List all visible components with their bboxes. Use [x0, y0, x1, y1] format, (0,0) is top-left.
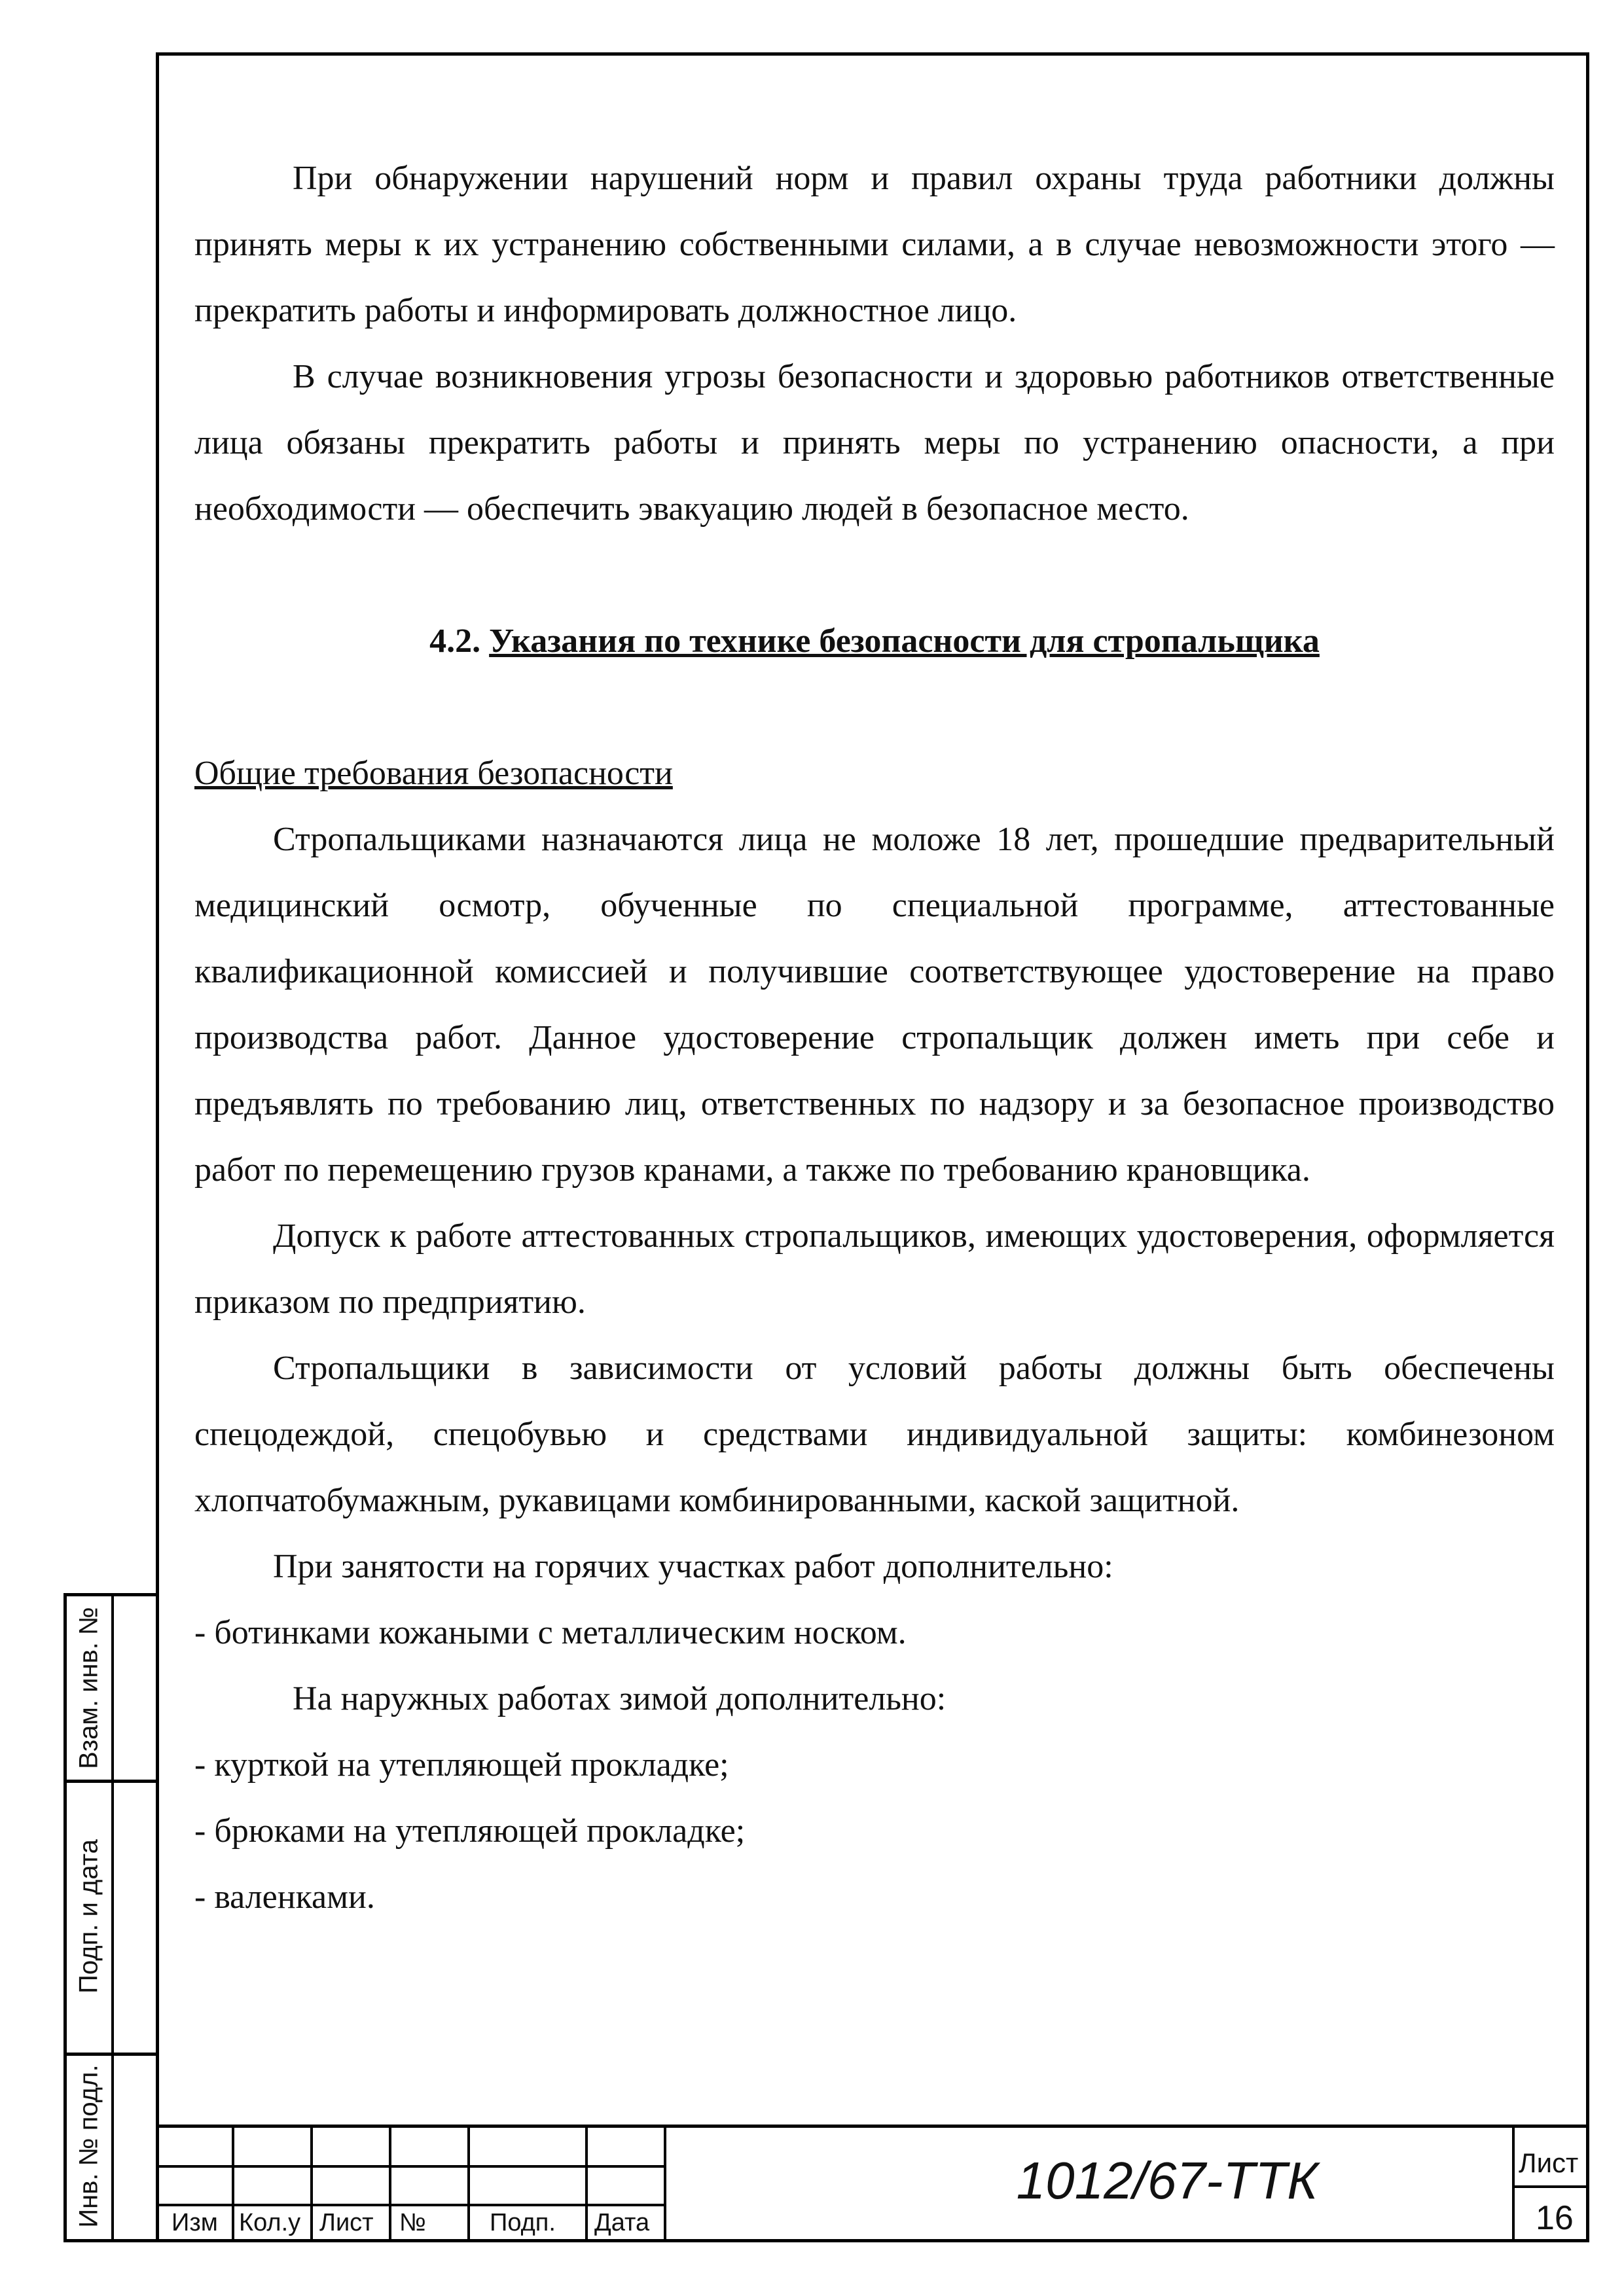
- list-item: - брюками на утепляющей прокладке;: [194, 1812, 746, 1850]
- col-num: №: [399, 2209, 426, 2236]
- sheet-label: Лист: [1519, 2147, 1579, 2178]
- col-data: Дата: [594, 2209, 650, 2236]
- grid-line: [232, 2128, 234, 2242]
- section-heading: [194, 608, 1555, 674]
- paragraph: При обнаружении нарушений норм и правил охраны труда работники должны принять меры к их устранению собственными силами, а в случае невозможности этого — прекратить работы и информировать должностное лицо.: [194, 160, 1555, 329]
- paragraph: Стропальщиками назначаются лица не моложе 18 лет, прошедшие предварительный медицинский осмотр, обученные по специальной программе, аттестованные квалификационной комиссией и получившие соответствующее удостоверение на право производства работ. Данное удостоверение стропальщик должен иметь при себе и предъявлять по требованию лиц, ответственных по надзору и за безопасное производство работ по перемещению грузов кранами, а также по требованию крановщика.: [194, 821, 1555, 1189]
- subheading: [194, 740, 1555, 806]
- list-item: - валенками.: [194, 1878, 375, 1916]
- side-stamp-label: Подп. и дата: [74, 1839, 103, 1994]
- grid-line: [389, 2128, 391, 2242]
- col-list: Лист: [319, 2209, 374, 2236]
- paragraph: В случае возникновения угрозы безопасности и здоровью работников ответственные лица обязаны прекратить работы и принять меры по устранению опасности, а при необходимости — обеспечить эвакуацию людей в безопасное место.: [194, 358, 1555, 528]
- grid-line: [310, 2128, 313, 2242]
- side-stamp-label-cell: [67, 2053, 114, 2239]
- side-stamp-label-cell: [67, 1780, 114, 2053]
- side-stamp-label-cell: [67, 1596, 114, 1780]
- subheading-text: Общие требования безопасности: [194, 755, 673, 792]
- side-stamp-label: Инв. № подл.: [74, 2064, 103, 2228]
- document-number: 1012/67-ТТК: [1016, 2151, 1318, 2210]
- section-number: 4.2.: [429, 622, 481, 660]
- paragraph: На наружных работах зимой дополнительно:: [293, 1680, 947, 1717]
- grid-line: [467, 2128, 470, 2242]
- list-item: - ботинками кожаными с металлическим носком.: [194, 1614, 907, 1651]
- paragraph: Допуск к работе аттестованных стропальщиков, имеющих удостоверения, оформляется приказом по предприятию.: [194, 1217, 1555, 1321]
- side-stamp-vzam: [63, 1593, 156, 1783]
- paragraph: Стропальщики в зависимости от условий работы должны быть обеспечены спецодеждой, спецобувью и средствами индивидуальной защиты: комбинезоном хлопчатобумажным, рукавицами комбинированными, каской защитной.: [194, 1350, 1555, 1519]
- list-item: - курткой на утепляющей прокладке;: [194, 1746, 729, 1784]
- sheet-number: 16: [1536, 2199, 1574, 2237]
- col-podp: Подп.: [490, 2209, 556, 2236]
- side-stamp-podp: [63, 1780, 156, 2056]
- side-stamp-inv: [63, 2053, 156, 2242]
- side-stamp-label: Взам. инв. №: [74, 1607, 103, 1769]
- col-kolu: Кол.у: [239, 2209, 301, 2236]
- paragraph: При занятости на горячих участках работ дополнительно:: [273, 1548, 1113, 1585]
- grid-line: [585, 2128, 588, 2242]
- col-izm: Изм: [171, 2209, 218, 2236]
- section-title: Указания по технике безопасности для стропальщика: [489, 622, 1320, 660]
- title-block: [156, 2125, 1589, 2242]
- document-body: [194, 145, 1555, 1930]
